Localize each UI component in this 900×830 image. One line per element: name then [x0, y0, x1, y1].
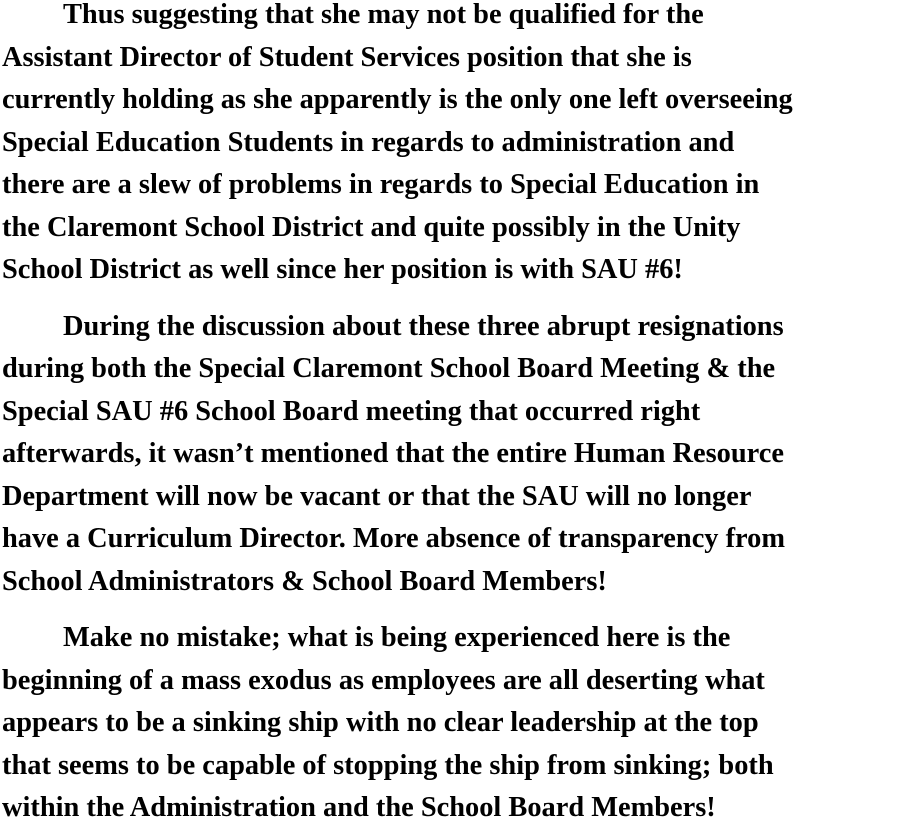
text-line: appears to be a sinking ship with no clear leadership at the top [2, 707, 759, 738]
text-line: Special SAU #6 School Board meeting that occurred right [2, 395, 701, 427]
text-line: there are a slew of problems in regards to Special Education in [2, 169, 760, 200]
text-line: during both the Special Claremont School Board Meeting & the [2, 353, 776, 384]
text-line: School Administrators & School Board Members! [2, 565, 607, 597]
text-line: that seems to be capable of stopping the ship from sinking; both [2, 749, 774, 781]
text-line: the Claremont School District and quite possibly in the Unity [2, 211, 741, 243]
text-line: During the discussion about these three abrupt resignations [63, 310, 784, 342]
text-line: currently holding as she apparently is the only one left overseeing [2, 84, 793, 115]
text-line: afterwards, it wasn’t mentioned that the entire Human Resource [2, 438, 784, 469]
text-line: within the Administration and the School Board Members! [2, 792, 716, 823]
text-line: beginning of a mass exodus as employees are all deserting what [2, 664, 765, 696]
text-line: have a Curriculum Director. More absence of transparency from [2, 523, 785, 554]
text-line: School District as well since her position is with SAU #6! [2, 254, 683, 285]
text-line: Thus suggesting that she may not be qualified for the [63, 0, 704, 30]
paragraph-2 [2, 306, 900, 604]
text-line: Make no mistake; what is being experienced here is the [63, 622, 731, 653]
paragraph-3 [2, 617, 900, 830]
paragraph-1 [2, 0, 900, 292]
text-line: Assistant Director of Student Services position that she is [2, 41, 692, 73]
text-line: Department will now be vacant or that the SAU will no longer [2, 480, 752, 512]
text-line: Special Education Students in regards to administration and [2, 126, 735, 158]
